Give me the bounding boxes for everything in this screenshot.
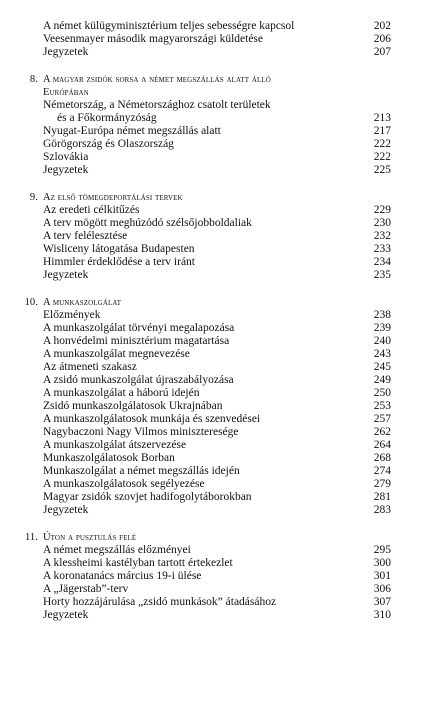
entry-page: 243 [373, 348, 391, 360]
entry-page: 207 [373, 46, 391, 58]
entry-title: Jegyzetek [43, 164, 89, 176]
chapter-title: A magyar zsidók sorsa a német megszállás alatt álló [43, 74, 271, 85]
entry-page: 202 [373, 20, 391, 32]
toc-entry [0, 570, 425, 583]
entry-page: 230 [373, 217, 391, 229]
entry-page: 262 [373, 426, 391, 438]
toc-entry [0, 230, 425, 243]
entry-page: 268 [373, 452, 391, 464]
chapter-heading [0, 531, 425, 544]
entry-page: 250 [373, 387, 391, 399]
entry-title: A munkaszolgálat átszervezése [43, 439, 187, 451]
entry-page: 240 [373, 335, 391, 347]
entry-title: Nagybaczoni Nagy Vilmos miniszteresége [43, 426, 239, 438]
entry-page: 232 [373, 230, 391, 242]
toc-entry [0, 452, 425, 465]
entry-title: A terv felélesztése [43, 230, 128, 242]
entry-title: Előzmények [43, 309, 101, 321]
toc-entry [0, 138, 425, 151]
toc-entry [0, 557, 425, 570]
entry-page: 301 [373, 570, 391, 582]
entry-title: A zsidó munkaszolgálat újraszabályozása [43, 374, 234, 386]
toc-entry [0, 609, 425, 622]
toc-entry [0, 33, 425, 46]
toc-entry [0, 322, 425, 335]
entry-page: 233 [373, 243, 391, 255]
entry-page: 213 [373, 112, 391, 124]
toc-entry [0, 400, 425, 413]
toc-entry [0, 465, 425, 478]
chapter-heading [0, 296, 425, 309]
toc-entry [0, 361, 425, 374]
entry-title: Görögország és Olaszország [43, 138, 174, 150]
entry-page: 295 [373, 544, 391, 556]
chapter-heading [0, 73, 425, 86]
entry-title: A honvédelmi minisztérium magatartása [43, 335, 230, 347]
entry-title: A munkaszolgálat a háború idején [43, 387, 200, 399]
toc-entry [0, 46, 425, 59]
entry-page: 274 [373, 465, 391, 477]
entry-page: 249 [373, 374, 391, 386]
chapter-title: A munkaszolgálat [43, 297, 122, 308]
toc-entry [0, 439, 425, 452]
toc-entry [0, 478, 425, 491]
toc-entry [0, 125, 425, 138]
chapter-heading-continued [0, 86, 425, 99]
entry-page: 253 [373, 400, 391, 412]
entry-page: 206 [373, 33, 391, 45]
entry-title: Németország, a Németországhoz csatolt területek [43, 99, 271, 111]
entry-title: A német külügyminisztérium teljes sebességre kapcsol [43, 20, 295, 32]
entry-page: 234 [373, 256, 391, 268]
entry-title: A munkaszolgálat megnevezése [43, 348, 190, 360]
entry-page: 235 [373, 269, 391, 281]
toc-entry [0, 217, 425, 230]
entry-title: Wisliceny látogatása Budapesten [43, 243, 195, 255]
toc-entry [0, 544, 425, 557]
entry-page: 283 [373, 504, 391, 516]
toc-entry [0, 374, 425, 387]
chapter-title: Úton a pusztulás felé [43, 532, 137, 543]
entry-page: 229 [373, 204, 391, 216]
chapter-number: 11. [24, 532, 38, 543]
entry-title: A klessheimi kastélyban tartott értekezlet [43, 557, 233, 569]
entry-title: Jegyzetek [43, 46, 89, 58]
toc-entry [0, 151, 425, 164]
entry-page: 264 [373, 439, 391, 451]
toc-entry [0, 243, 425, 256]
toc-entry [0, 583, 425, 596]
entry-title: A munkaszolgálatosok munkája és szenvedései [43, 413, 261, 425]
entry-page: 225 [373, 164, 391, 176]
chapter-title-continued: Európában [43, 87, 89, 98]
chapter-number: 8. [29, 74, 38, 85]
chapter-number: 10. [24, 297, 38, 308]
entry-title: Zsidó munkaszolgálatosok Ukrajnában [43, 400, 223, 412]
entry-page: 257 [373, 413, 391, 425]
toc-entry [0, 269, 425, 282]
toc-entry [0, 387, 425, 400]
entry-title: A munkaszolgálatosok segélyezése [43, 478, 205, 490]
entry-title: A terv mögött meghúzódó szélsőjobboldaliak [43, 217, 252, 229]
entry-title: Az átmeneti szakasz [43, 361, 137, 373]
chapter-title: Az első tömegdeportálási tervek [43, 192, 183, 203]
entry-title: Munkaszolgálatosok Borban [43, 452, 175, 464]
entry-title: Horty hozzájárulása „zsidó munkások” átadásához [43, 596, 277, 608]
entry-title: Jegyzetek [43, 609, 89, 621]
entry-page: 217 [373, 125, 391, 137]
toc-entry [0, 309, 425, 322]
toc-entry [0, 413, 425, 426]
entry-title: Munkaszolgálat a német megszállás idején [43, 465, 240, 477]
entry-page: 307 [373, 596, 391, 608]
toc-entry [0, 596, 425, 609]
entry-page: 239 [373, 322, 391, 334]
toc-entry [0, 20, 425, 33]
entry-title: A koronatanács március 19-i ülése [43, 570, 202, 582]
toc-entry [0, 256, 425, 269]
entry-page: 245 [373, 361, 391, 373]
entry-page: 222 [373, 138, 391, 150]
chapter-heading [0, 191, 425, 204]
entry-page: 279 [373, 478, 391, 490]
chapter-number: 9. [29, 192, 38, 203]
entry-title: Magyar zsidók szovjet hadifogolytáborokban [43, 491, 252, 503]
toc-entry [0, 491, 425, 504]
entry-page: 300 [373, 557, 391, 569]
entry-title: A munkaszolgálat törvényi megalapozása [43, 322, 235, 334]
toc-entry [0, 426, 425, 439]
entry-page: 222 [373, 151, 391, 163]
toc-entry [0, 164, 425, 177]
entry-title: Az eredeti célkitűzés [43, 204, 140, 216]
entry-page: 238 [373, 309, 391, 321]
entry-title: Szlovákia [43, 151, 89, 163]
entry-title: Jegyzetek [43, 269, 89, 281]
entry-title: Veesenmayer második magyarországi küldetése [43, 33, 264, 45]
toc-entry [0, 504, 425, 517]
toc-entry [0, 335, 425, 348]
toc-entry [0, 99, 425, 112]
entry-page: 306 [373, 583, 391, 595]
entry-title: és a Főkormányzóság [57, 112, 157, 124]
toc-entry [0, 348, 425, 361]
toc-entry [0, 204, 425, 217]
entry-page: 310 [373, 609, 391, 621]
entry-title: Nyugat-Európa német megszállás alatt [43, 125, 221, 137]
entry-title: Jegyzetek [43, 504, 89, 516]
entry-title: Himmler érdeklődése a terv iránt [43, 256, 195, 268]
toc-entry [0, 112, 425, 125]
entry-title: A „Jägerstab”-terv [43, 583, 129, 595]
entry-page: 281 [373, 491, 391, 503]
entry-title: A német megszállás előzményei [43, 544, 191, 556]
